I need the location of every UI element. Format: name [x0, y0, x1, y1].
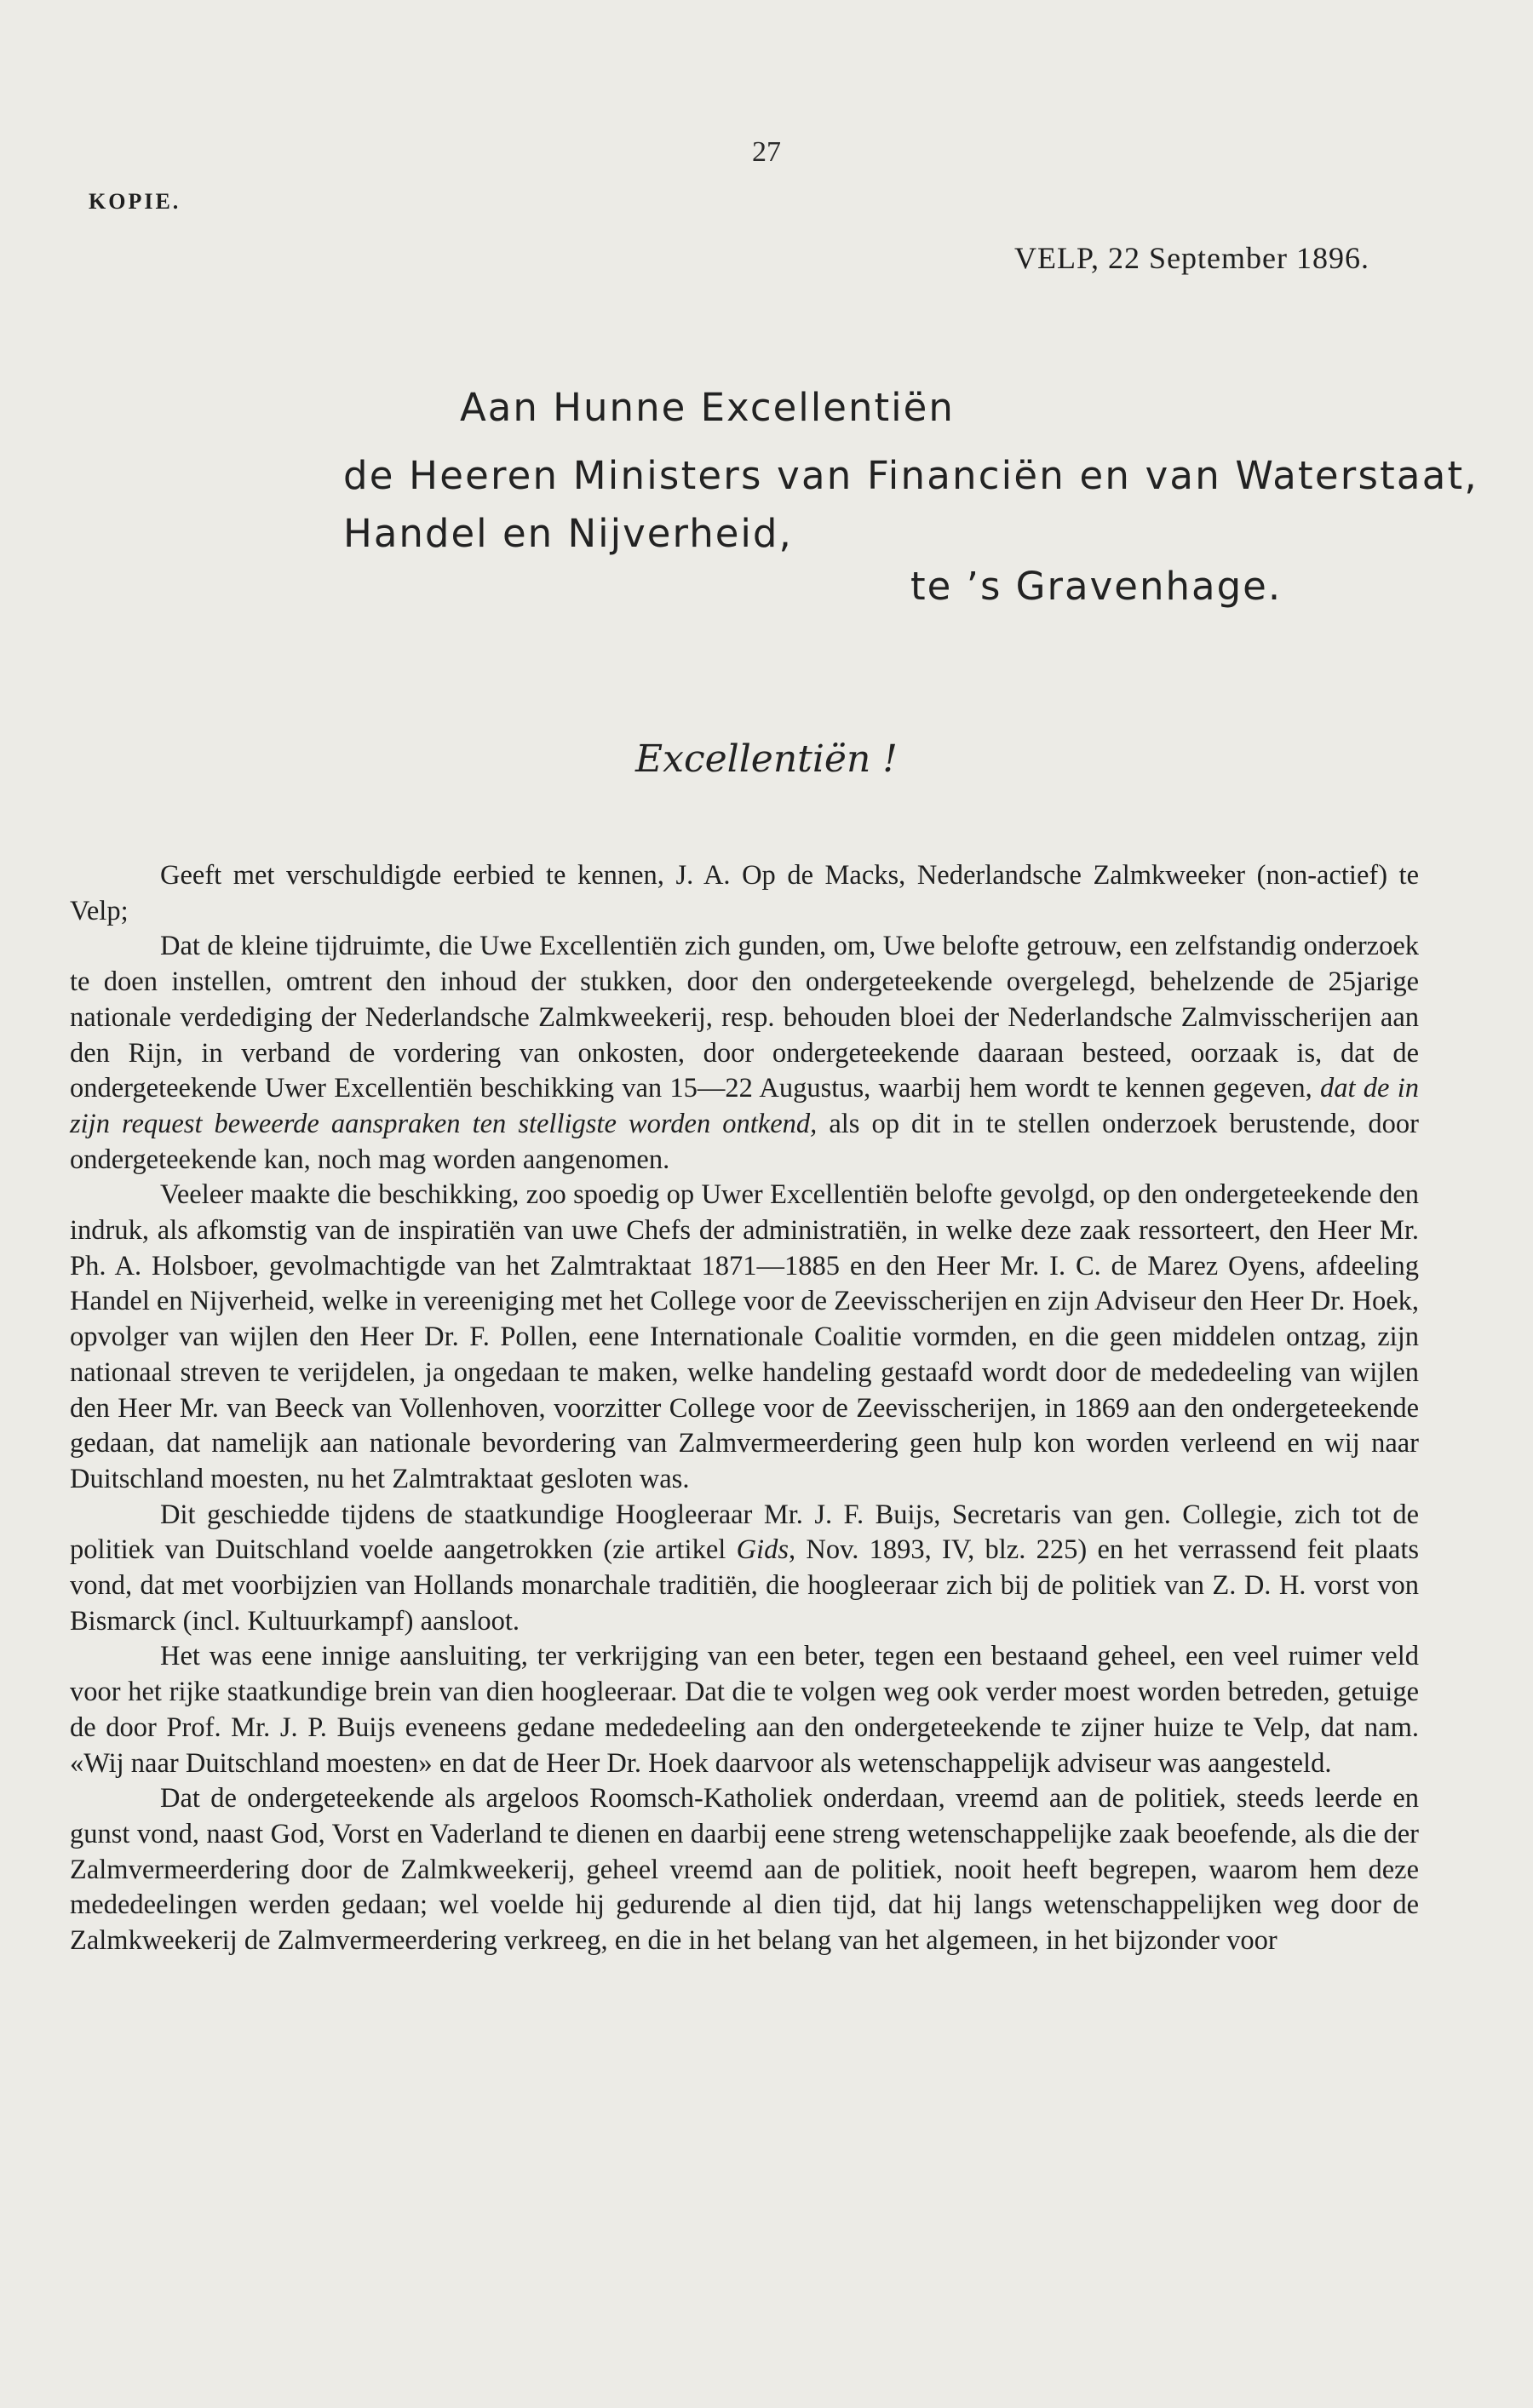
- address-line-2: de Heeren Ministers van Financiën en van Waterstaat,: [343, 453, 1478, 498]
- paragraph-5: [70, 1639, 1419, 1781]
- letter-body: [70, 858, 1419, 1959]
- paragraph-4-emphasis: Gids: [736, 1534, 789, 1566]
- paragraph-6-text: Dat de ondergeteekende als argeloos Roomsch-Katholiek onderdaan, vreemd aan de politiek, steeds leerde en gunst vond, naast God, Vorst en Vaderland te dienen en daarbij eene streng wetenschappelijke zaak beoefende, als die der Zalmvermeerdering door de Zalmkweekerij, geheel vreemd aan de politiek, nooit heeft begrepen, waarom hem deze mededeelingen werden gedaan; wel voelde hij gedurende al dien tijd, dat hij langs wetenschappelijken weg door de Zalmkweekerij de Zalmvermeerdering verkreeg, en die in het belang van het algemeen, in het bijzonder voor: [70, 1783, 1419, 1957]
- paragraph-4: [70, 1498, 1419, 1640]
- paragraph-2-text: Dat de kleine tijdruimte, die Uwe Excellentiën zich gunden, om, Uwe belofte getrouw, een zelfstandig onderzoek te doen instellen, omtrent den inhoud der stukken, door den ondergeteekende overgelegd, behelzende de 25jarige nationale verdediging der Nederlandsche Zalmkweekerij, resp. behouden bloei der Nederlandsche Zalmvisscherijen aan den Rijn, in verband de vordering van onkosten, door ondergeteekende daaraan besteed, oorzaak is, dat de ondergeteekende Uwer Excellentiën beschikking van 15—22 Augustus, waarbij hem wordt te kennen gegeven,: [70, 931, 1419, 1104]
- paragraph-1: [70, 858, 1419, 929]
- paragraph-1-text: Geeft met verschuldigde eerbied te kennen, J. A. Op de Macks, Nederlandsche Zalmkweeker (non-actief) te Velp;: [70, 860, 1419, 926]
- copy-stamp: KOPIE.: [89, 189, 181, 214]
- paragraph-4-text: Dit geschiedde tijdens de staatkundige Hoogleeraar Mr. J. F. Buijs, Secretaris van gen. Collegie, zich tot de politiek van Duitschland voelde aangetrokken (zie artikel: [70, 1499, 1419, 1566]
- paragraph-2-text-end: als op dit in te stellen onderzoek berustende, door ondergeteekende kan, noch mag worden aangenomen.: [70, 1108, 1419, 1175]
- paragraph-3-text: Veeleer maakte die beschikking, zoo spoedig op Uwer Excellentiën belofte gevolgd, op den ondergeteekende den indruk, als afkomstig van de inspiratiën van uwe Chefs der administratiën, in welke deze zaak ressorteert, den Heer Mr. Ph. A. Holsboer, gevolmachtigde van het Zalmtraktaat 1871—1885 en den Heer Mr. I. C. de Marez Oyens, afdeeling Handel en Nijverheid, welke in vereeniging met het College voor de Zeevisscherijen en zijn Adviseur den Heer Dr. Hoek, opvolger van wijlen den Heer Dr. F. Pollen, eene Internationale Coalitie vormden, en die geen middelen ontzag, zijn nationaal streven te verijdelen, ja ongedaan te maken, welke handeling gestaafd wordt door de mededeeling van wijlen den Heer Mr. van Beeck van Vollenhoven, voorzitter College voor de Zeevisscherijen, in 1869 aan den ondergeteekende gedaan, dat namelijk aan nationale bevordering van Zalmvermeerdering geen hulp kon worden verleend en wij naar Duitschland moesten, nu het Zalmtraktaat gesloten was.: [70, 1179, 1419, 1494]
- paragraph-2-emphasis: dat de in zijn request beweerde aanspraken ten stelligste worden ontkend,: [70, 1073, 1420, 1139]
- paragraph-3: [70, 1178, 1419, 1497]
- paragraph-2: [70, 929, 1419, 1178]
- paragraph-6: [70, 1781, 1419, 1959]
- salutation: Excellentiën !: [635, 737, 898, 781]
- address-line-1: Aan Hunne Excellentiën: [460, 385, 955, 430]
- address-line-4: te ’s Gravenhage.: [910, 564, 1283, 609]
- paragraph-4-text-end: , Nov. 1893, IV, blz. 225) en het verrassend feit plaats vond, dat met voorbijzien van Hollands monarchale traditiën, die hoogleeraar zich bij de politiek van Z. D. H. vorst von Bismarck (incl. Kultuurkampf) aansloot.: [70, 1534, 1420, 1637]
- address-line-3: Handel en Nijverheid,: [343, 511, 793, 556]
- place-date: VELP, 22 September 1896.: [1014, 241, 1369, 275]
- page-number: 27: [752, 136, 781, 168]
- paragraph-5-text: Het was eene innige aansluiting, ter verkrijging van een beter, tegen een bestaand geheel, een veel ruimer veld voor het rijke staatkundige brein van dien hoogleeraar. Dat die te volgen weg ook verder moest worden betreden, getuige de door Prof. Mr. J. P. Buijs eveneens gedane mededeeling aan den ondergeteekende te zijner huize te Velp, dat nam. «Wij naar Duitschland moesten» en dat de Heer Dr. Hoek daarvoor als wetenschappelijk adviseur was aangesteld.: [70, 1641, 1419, 1779]
